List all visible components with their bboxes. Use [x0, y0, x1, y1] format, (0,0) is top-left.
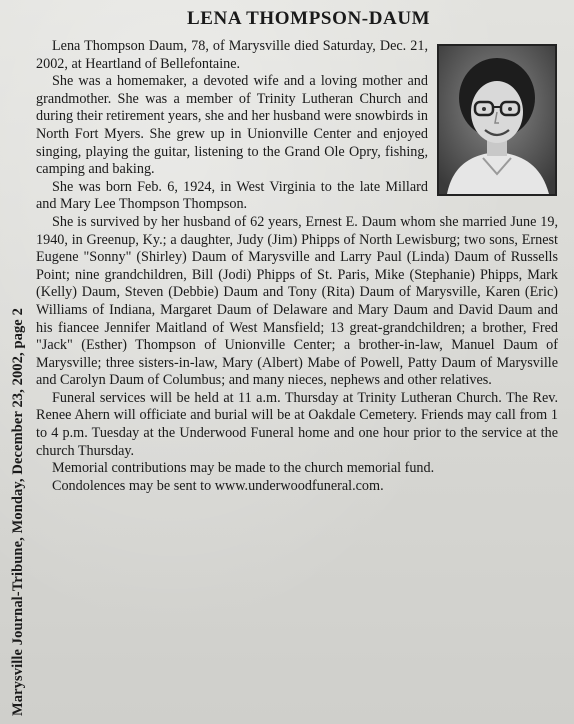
paragraph-death-notice: Lena Thompson Daum, 78, of Marysville died Saturday, Dec. 21, 2002, at Heartland of Bellefontaine.: [36, 38, 428, 72]
paragraph-survivors: She is survived by her husband of 62 years, Ernest E. Daum whom she married June 19, 1940, in Greenup, Ky.; a daughter, Judy (Jim) Phipps of North Lewisburg; two sons, Ernest Eugene "Sonny" (Shirley) Daum of Marysville and Larry Paul (Linda) Daum of Russells Point; nine grandchildren, Bill (Jodi) Phipps of St. Paris, Mike (Stephanie) Phipps, Mark (Kelly) Daum, Steven (Debbie) Daum and Tony (Rita) Daum of Marysville, Karen (Eric) Williams of Indiana, Margaret Daum of Delaware and Mary Daum and David Daum and his fiancee Jennifer Maitland of West Mansfield; 13 great-grandchildren; a brother, Fred "Jack" (Esther) Thompson of Unionville Center; a brother-in-law, Manuel Daum of Marysville; three sisters-in-law, Mary (Albert) Mabe of Powell, Patty Daum of Marysville and Carolyn Daum of Columbus; and many nieces, nephews and other relatives.: [36, 213, 558, 389]
paragraph-condolences: Condolences may be sent to www.underwoodfuneral.com.: [52, 477, 384, 494]
paragraph-memorials: Memorial contributions may be made to the church memorial fund.: [52, 460, 435, 477]
paragraph-life: She was a homemaker, a devoted wife and a loving mother and grandmother. She was a member of Trinity Lutheran Church and during their retirement years, she and her husband were snowbirds in North Fort Myers. She grew up in Unionville Center and enjoyed singing, playing the guitar, listening to the Grand Ole Opry, fishing, camping and baking.: [36, 73, 429, 178]
paragraph-services: Funeral services will be held at 11 a.m. Thursday at Trinity Lutheran Church. The Rev. Renee Ahern will officiate and burial will be at Oakdale Cemetery. Friends may call from 1 to 4 p.m. Tuesday at the Underwood Funeral home and one hour prior to the service at the church Thursday.: [36, 389, 558, 459]
source-caption: Marysville Journal-Tribune, Monday, December 23, 2002, page 2: [10, 308, 26, 716]
obituary-body: [36, 38, 558, 495]
paragraph-birth: She was born Feb. 6, 1924, in West Virginia to the late Millard and Mary Lee Thompson Thompson.: [36, 178, 428, 213]
obituary-headline: LENA THOMPSON-DAUM: [187, 8, 431, 29]
